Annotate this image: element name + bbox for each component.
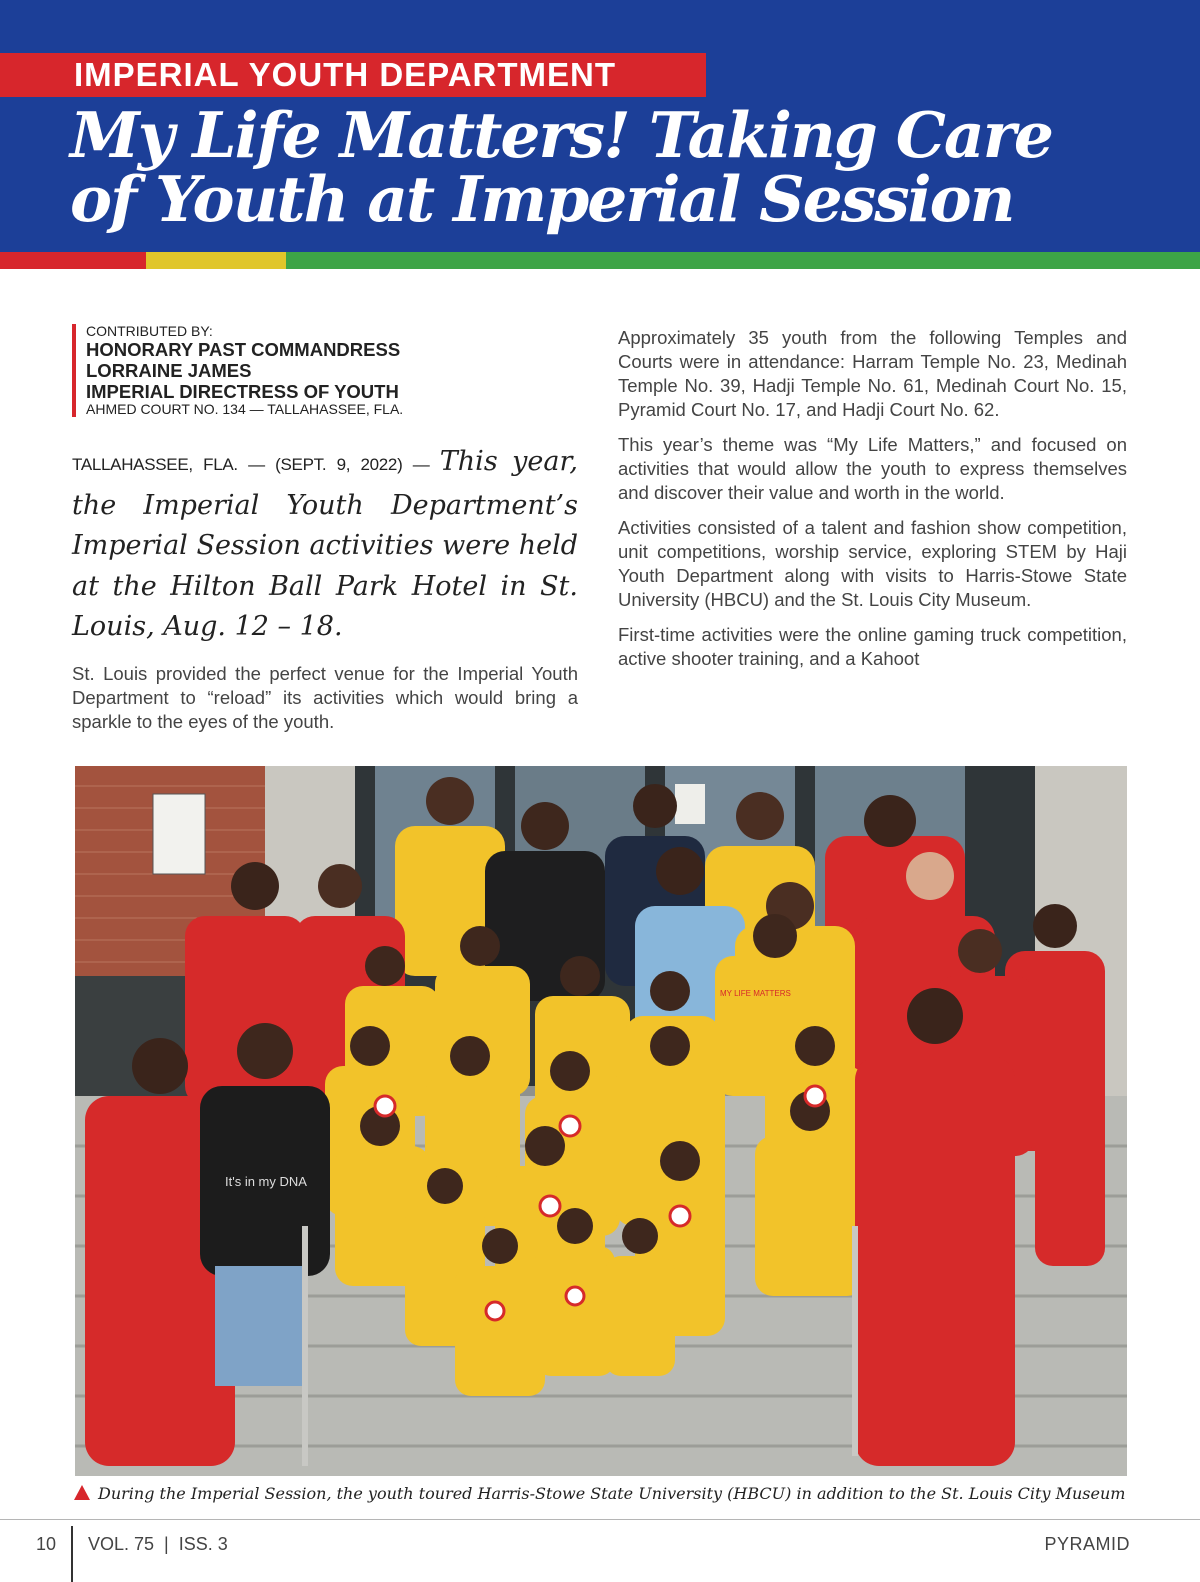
body-paragraph-left: St. Louis provided the perfect venue for the Imperial Youth Department to “reload” its activities which would bring a sparkle to the eyes of the youth. bbox=[72, 663, 578, 732]
headline-line1: Taking Care bbox=[628, 98, 1052, 172]
department-label: IMPERIAL YOUTH DEPARTMENT bbox=[74, 56, 617, 93]
photo-shirt-text: MY LIFE MATTERS bbox=[720, 989, 791, 998]
article-headline bbox=[70, 98, 1170, 236]
caption-text: During the Imperial Session, the youth toured Harris-Stowe State University (HBCU) in addition to the St. Louis City Museum bbox=[98, 1484, 1126, 1503]
body-paragraph: Approximately 35 youth from the following Temples and Courts were in attendance: Harram Temple No. 23, Medinah Temple No. 39, Hadji Temple No. 61, Medinah Court No. 15, Pyramid Court No. 17, and Hadji Court No. 62. bbox=[618, 327, 1127, 420]
byline-label: CONTRIBUTED BY: bbox=[86, 323, 213, 339]
right-column bbox=[618, 326, 1127, 682]
lede-text: This year, the Imperial Youth Department’s Imperial Session activities were held at the Hilton Ball Park Hotel in St. Louis, Aug. 12 – 18. bbox=[72, 446, 578, 642]
color-stripes bbox=[0, 252, 1200, 269]
footer-rule bbox=[0, 1519, 1200, 1520]
byline bbox=[72, 324, 552, 417]
caption-triangle-icon bbox=[74, 1485, 90, 1500]
body-paragraph: Activities consisted of a talent and fashion show competition, unit competitions, worship service, exploring STEM by Haji Youth Department along with visits to Harris-Stowe State University (HBCU) and the St. Louis City Museum. bbox=[618, 517, 1127, 610]
yellow-stripe bbox=[146, 252, 286, 269]
publication-name: PYRAMID bbox=[1044, 1534, 1130, 1554]
group-photo-illustration bbox=[75, 766, 1127, 1476]
page-number: 10 bbox=[36, 1534, 57, 1554]
photo-tshirt-text: It's in my DNA bbox=[225, 1174, 307, 1189]
byline-role: IMPERIAL DIRECTRESS OF YOUTH bbox=[86, 381, 399, 402]
headline-emphasis: My Life Matters! bbox=[70, 98, 629, 172]
red-stripe bbox=[0, 252, 146, 269]
footer-divider bbox=[71, 1526, 73, 1582]
body-paragraph: First-time activities were the online gaming truck competition, active shooter training, and a Kahoot bbox=[618, 624, 1127, 669]
headline-line2: of Youth at Imperial Session bbox=[70, 162, 1014, 236]
photo-caption bbox=[74, 1484, 1174, 1504]
byline-author: LORRAINE JAMES bbox=[86, 360, 252, 381]
volume-issue: VOL. 75 | ISS. 3 bbox=[88, 1534, 228, 1554]
green-stripe bbox=[286, 252, 1200, 269]
body-paragraph: This year’s theme was “My Life Matters,” and focused on activities that would allow the youth to express themselves and discover their value and worth in the world. bbox=[618, 434, 1127, 503]
group-photo bbox=[75, 766, 1127, 1476]
dateline: TALLAHASSEE, FLA. — (SEPT. 9, 2022) — bbox=[72, 455, 440, 474]
lede-paragraph bbox=[72, 442, 578, 648]
byline-affiliation: AHMED COURT NO. 134 — TALLAHASSEE, FLA. bbox=[86, 401, 404, 417]
byline-title: HONORARY PAST COMMANDRESS bbox=[86, 339, 401, 360]
